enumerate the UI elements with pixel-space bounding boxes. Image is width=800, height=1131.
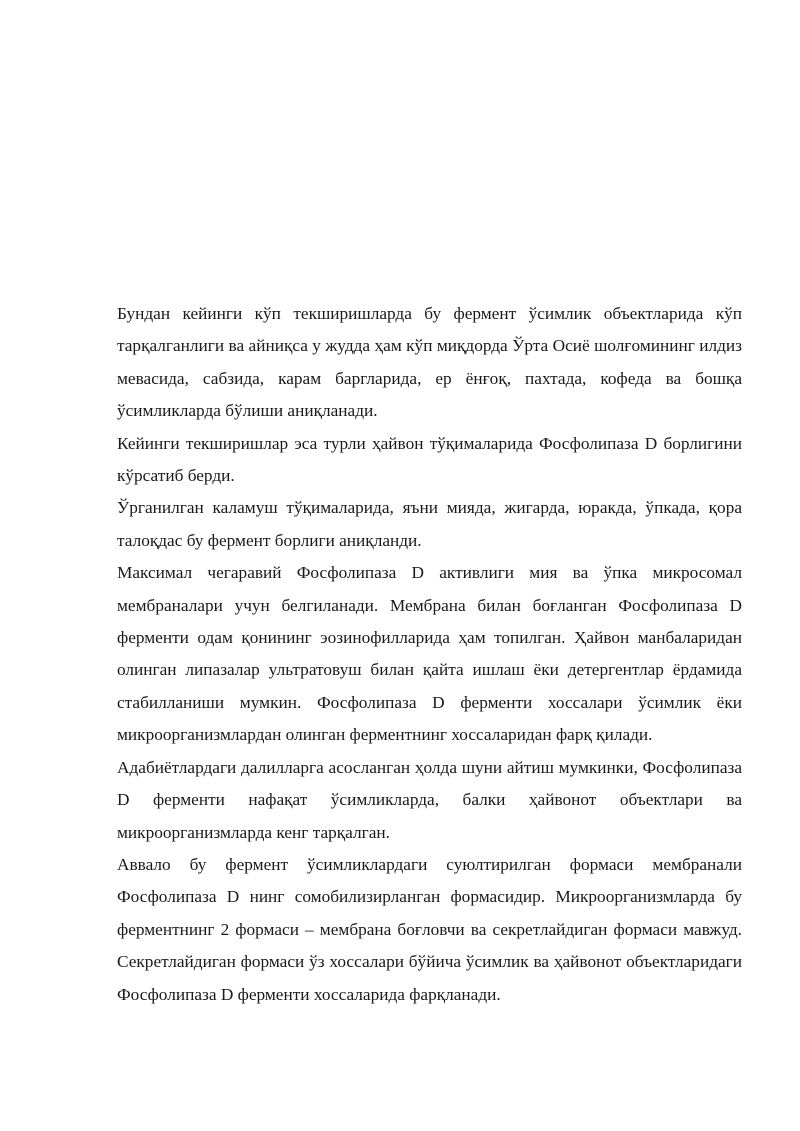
paragraph-3: Ўрганилган каламуш тўқималарида, яъни мияда, жигарда, юракда, ўпкада, қора талоқдас бу фермент борлиги аниқланди.: [117, 498, 742, 550]
document-body: [117, 298, 742, 1011]
paragraph-1: Бундан кейинги кўп текширишларда бу фермент ўсимлик объектларида кўп тарқалганлиги ва айниқса у жудда ҳам кўп миқдорда Ўрта Осиё шолғомининг илдиз мевасида, сабзида, карам баргларида, ер ёнғоқ, пахтада, кофеда ва бошқа ўсимликларда бўлиши аниқланади.: [117, 304, 742, 421]
paragraph-4: Максимал чегаравий Фосфолипаза D активлиги мия ва ўпка микросомал мембраналари учун белгиланади. Мембрана билан боғланган Фосфолипаза D ферменти одам қонининг эозинофилларида ҳам топилган. Ҳайвон манбаларидан олинган липазалар ультратовуш билан қайта ишлаш ёки детергентлар ёрдамида стабилланиши мумкин. Фосфолипаза D ферменти хоссалари ўсимлик ёки микроорганизмлардан олинган ферментнинг хоссаларидан фарқ қилади.: [117, 563, 742, 745]
paragraph-2: Кейинги текширишлар эса турли ҳайвон тўқималарида Фосфолипаза D борлигини кўрсатиб берди.: [117, 433, 742, 486]
paragraph-5: Адабиётлардаги далилларга асосланган ҳолда шуни айтиш мумкинки, Фосфолипаза D ферменти нафақат ўсимликларда, балки ҳайвонот объектлари ва микроорганизмларда кенг тарқалган.: [117, 757, 742, 842]
paragraph-6: Аввало бу фермент ўсимликлардаги суюлтирилган формаси мембранали Фосфолипаза D нинг сомобилизирланган формасидир. Микроорганизмларда бу ферментнинг 2 формаси – мембрана боғловчи ва секретлайдиган формаси мавжуд. Секретлайдиган формаси ўз хоссалари бўйича ўсимлик ва ҳайвонот объектларидаги Фосфолипаза D ферменти хоссаларида фарқланади.: [117, 854, 742, 1004]
